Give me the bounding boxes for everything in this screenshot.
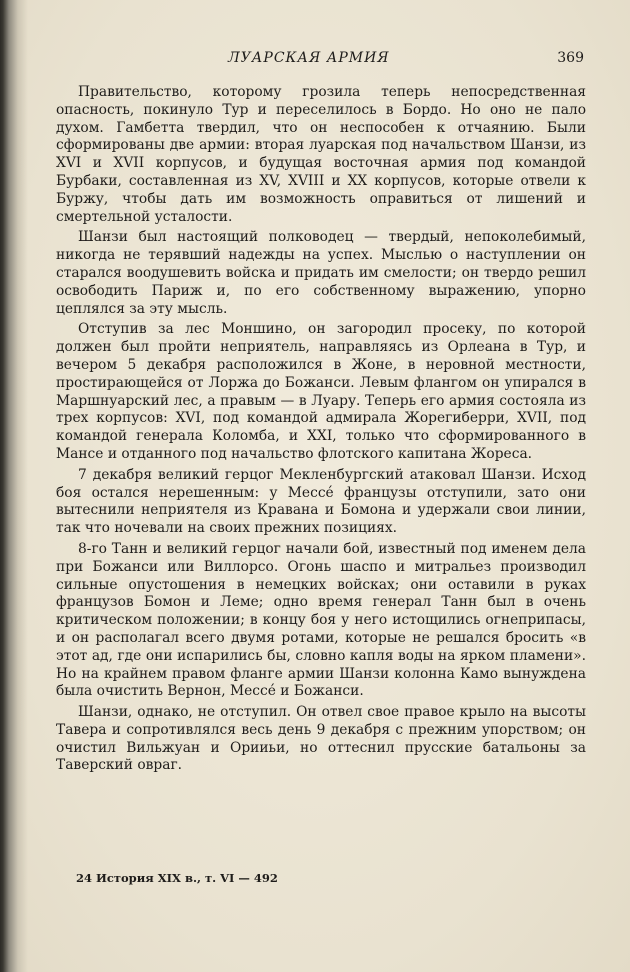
paragraph: Шанзи, однако, не отступил. Он отвел свое правое крыло на высоты Тавера и сопротивлялся весь день 9 декабря с прежним упорством; он очистил Вильжуан и Орииьи, но оттеснил прусские батальоны за Таверский овраг. — [56, 704, 586, 774]
paragraph: Отступив за лес Моншино, он загородил просеку, по которой должен был пройти неприятель, направляясь из Орлеана в Тур, и вечером 5 декабря расположился в Жоне, в неровной местности, простирающейся от Лоржа до Божанси. Левым флангом он упирался в Маршнуарский лес, а правым — в Луару. Теперь его армия состояла из трех корпусов: XVI, под командой адмирала Жорегиберри, XVII, под командой генерала Коломба, и XXI, только что сформированного в Мансе и отданного под начальство флотского капитана Жореса. — [56, 321, 586, 462]
paragraph: 7 декабря великий герцог Мекленбургский атаковал Шанзи. Исход боя остался нерешенным: у Мессé французы отступили, зато они вытеснили неприятеля из Кравана и Бомона и удержали свои линии, так что ночевали на своих прежних позициях. — [56, 466, 586, 537]
paragraph: Правительство, которому грозила теперь непосредственная опасность, покинуло Тур и переселилось в Бордо. Но оно не пало духом. Гамбетта твердил, что он неспособен к отчаянию. Были сформированы две армии: вторая луарская под начальством Шанзи, из XVI и XVII корпусов, и будущая восточная армия под командой Бурбаки, составленная из XV, XVIII и XX корпусов, которые отвели к Буржу, чтобы дать им возможность оправиться от лишений и смертельной усталости. — [56, 84, 586, 225]
paragraph: 8-го Танн и великий герцог начали бой, известный под именем дела при Божанси или Виллорсо. Огонь шаспо и митральез производил сильные опустошения в немецких войсках; они оставили в руках французов Бомон и Леме; одно время генерал Танн был в очень критическом положении; в концу боя у него истощились огнеприпасы, и он располагал всего двумя ротами, которые не решался бросить «в этот ад, где они испарились бы, словно капля воды на ярком пламени». Но на крайнем правом фланге армии Шанзи колонна Камо вынуждена была очистить Вернон, Мессé и Божанси. — [56, 540, 586, 700]
page-header — [56, 50, 586, 72]
paragraph: Шанзи был настоящий полководец — твердый, непоколебимый, никогда не терявший надежды на успех. Мыслью о наступлении он старался воодушевить войска и придать им смелости; он твердо решил освободить Париж и, по его собственному выражению, упорно цеплялся за эту мысль. — [56, 229, 586, 317]
body-text — [56, 84, 586, 778]
binding-shadow — [0, 0, 28, 972]
signature-footnote: 24 История XIX в., т. VI — 492 — [76, 871, 278, 885]
page-number: 369 — [557, 50, 584, 66]
running-title: ЛУАРСКАЯ АРМИЯ — [228, 50, 390, 66]
